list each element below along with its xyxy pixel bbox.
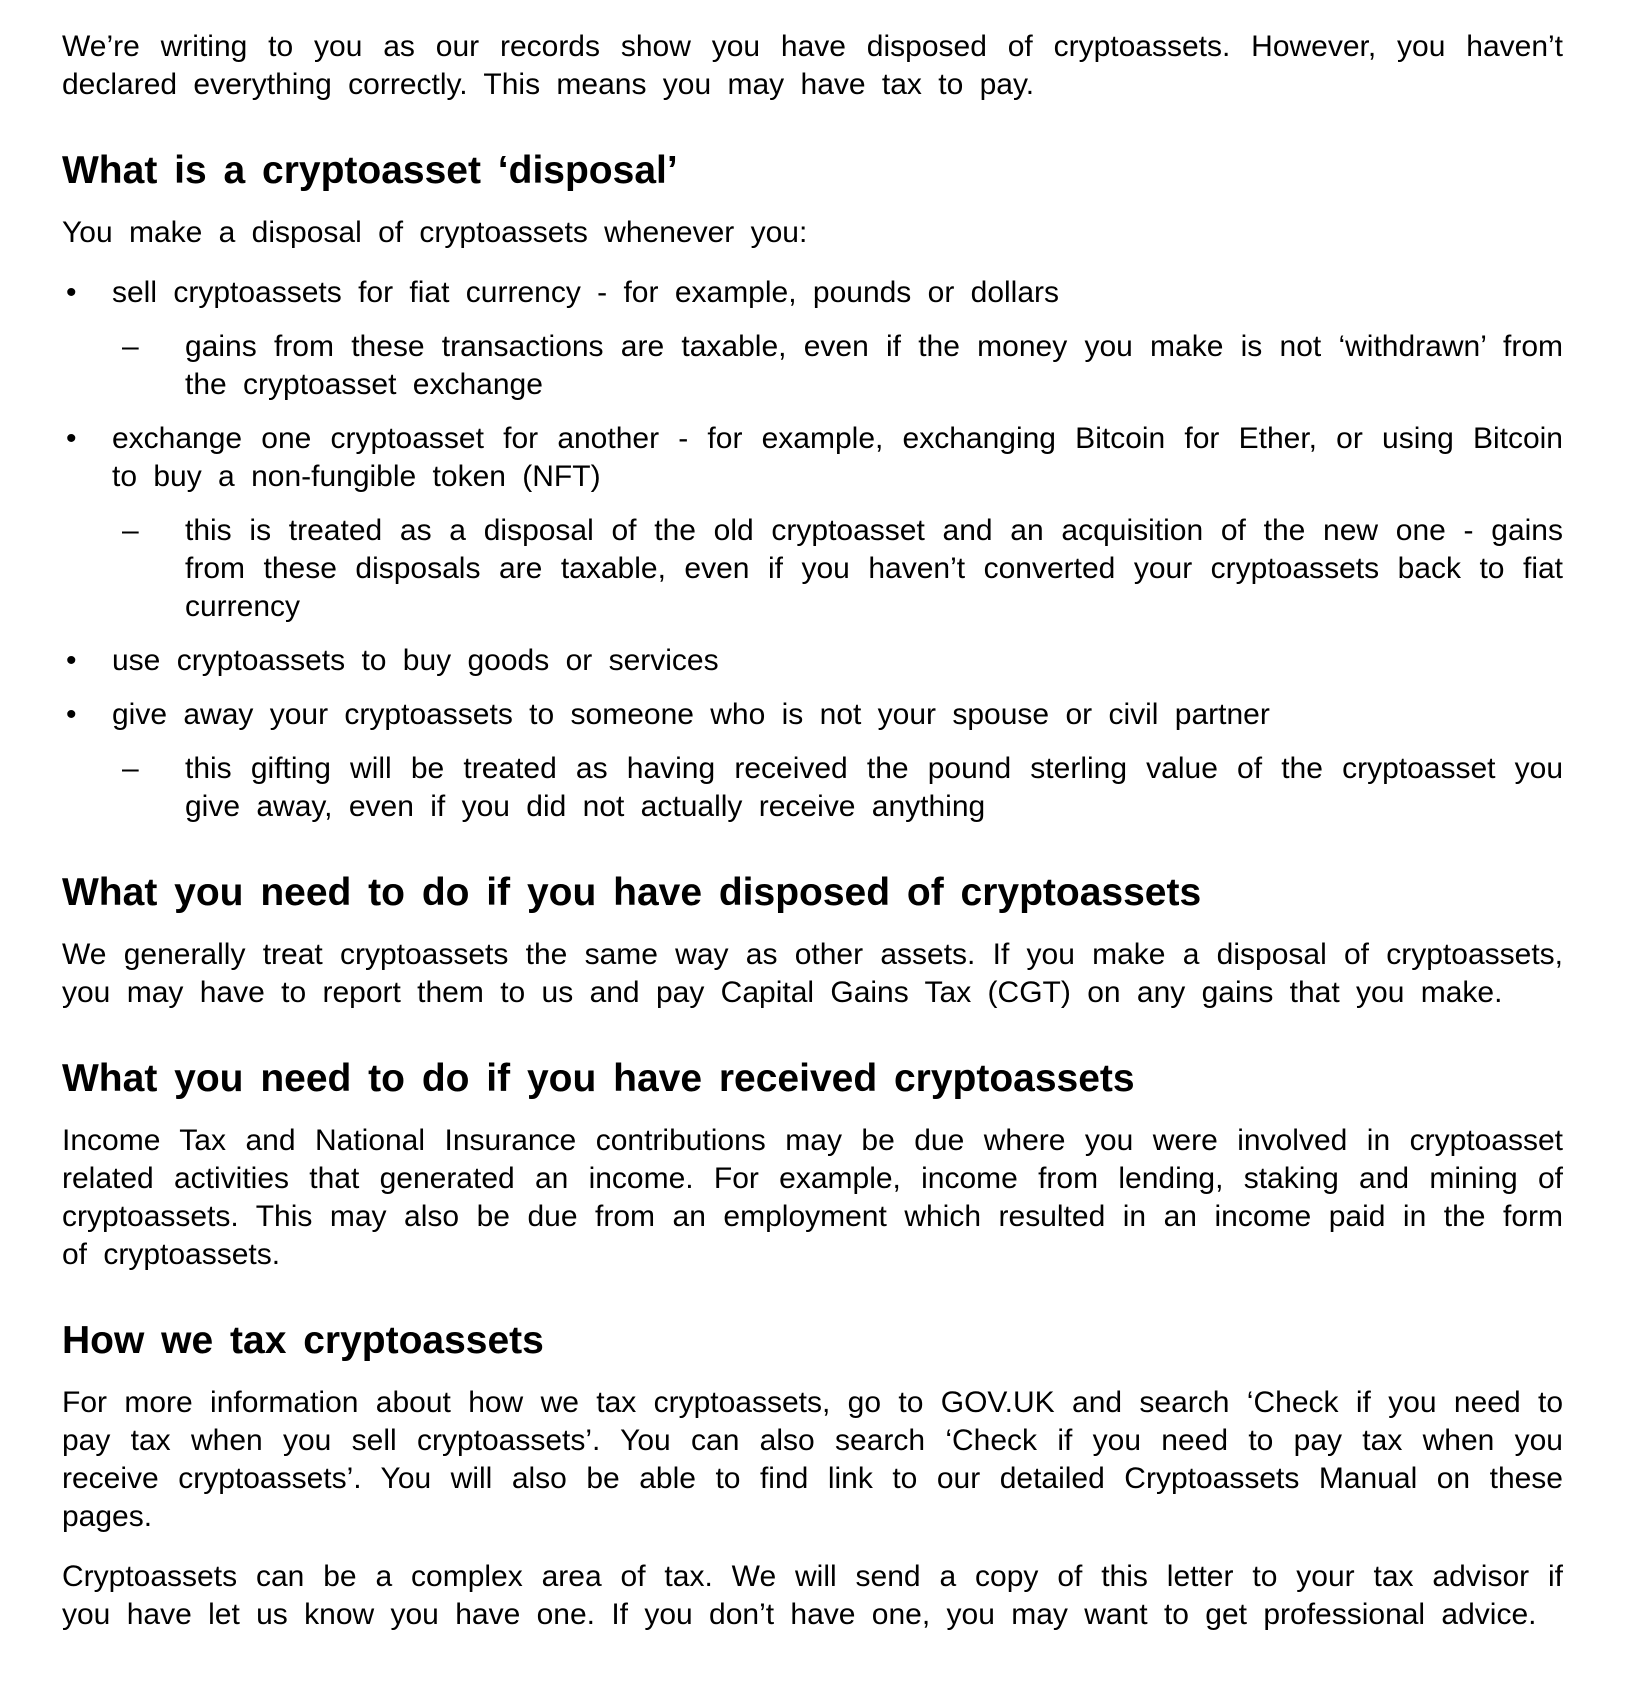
- how-we-tax-paragraph: For more information about how we tax cryptoassets, go to GOV.UK and search ‘Check if you need to pay tax when you sell cryptoassets’. You can also search ‘Check if you need to pay tax when you receive cryptoassets’. You will also be able to find link to our detailed Cryptoassets Manual on these pages.: [62, 1386, 1563, 1533]
- heading-disposed-of-cryptoassets: What you need to do if you have disposed of cryptoassets: [62, 871, 1202, 914]
- complex-area-paragraph: Cryptoassets can be a complex area of tax. We will send a copy of this letter to your tax advisor if you have let us know you have one. If you don’t have one, you may want to get professional advice.: [62, 1560, 1563, 1631]
- bullet-marker: •: [66, 276, 77, 309]
- bullet-marker: •: [66, 644, 77, 677]
- disposal-bullet-list: [62, 274, 1563, 826]
- sub-list-item-text: gains from these transactions are taxable, even if the money you make is not ‘withdrawn’ from the cryptoasset exchange: [185, 330, 1563, 401]
- disposal-lead-paragraph: You make a disposal of cryptoassets whenever you:: [62, 216, 808, 249]
- heading-received-cryptoassets: What you need to do if you have received cryptoassets: [62, 1057, 1135, 1100]
- dash-marker: –: [122, 514, 139, 547]
- dash-marker: –: [122, 330, 139, 363]
- bullet-marker: •: [66, 698, 77, 731]
- heading-what-is-a-cryptoasset-disposal: What is a cryptoasset ‘disposal’: [62, 149, 678, 192]
- dash-marker: –: [122, 752, 139, 785]
- list-item-text: exchange one cryptoasset for another - for example, exchanging Bitcoin for Ether, or using Bitcoin to buy a non-fungible token (NFT): [112, 422, 1563, 493]
- disposed-paragraph: We generally treat cryptoassets the same way as other assets. If you make a disposal of cryptoassets, you may have to report them to us and pay Capital Gains Tax (CGT) on any gains that you make.: [62, 938, 1563, 1009]
- list-item-text: give away your cryptoassets to someone who is not your spouse or civil partner: [112, 698, 1270, 731]
- list-item-text: use cryptoassets to buy goods or services: [112, 644, 719, 677]
- list-item: [62, 420, 1563, 496]
- sub-list-item-text: this gifting will be treated as having received the pound sterling value of the cryptoasset you give away, even if you did not actually receive anything: [185, 752, 1563, 823]
- intro-paragraph: We’re writing to you as our records show you have disposed of cryptoassets. However, you haven’t declared everything correctly. This means you may have tax to pay.: [62, 30, 1563, 101]
- sub-list-item: [62, 328, 1563, 404]
- list-item: [62, 642, 1563, 680]
- sub-list-item-text: this is treated as a disposal of the old cryptoasset and an acquisition of the new one - gains from these disposals are taxable, even if you haven’t converted your cryptoassets back to fiat currency: [185, 514, 1563, 623]
- bullet-marker: •: [66, 422, 77, 455]
- heading-how-we-tax-cryptoassets: How we tax cryptoassets: [62, 1319, 544, 1362]
- list-item: [62, 696, 1563, 734]
- received-paragraph: Income Tax and National Insurance contributions may be due where you were involved in cryptoasset related activities that generated an income. For example, income from lending, staking and mining of cryptoassets. This may also be due from an employment which resulted in an income paid in the form of cryptoassets.: [62, 1124, 1563, 1271]
- list-item: [62, 274, 1563, 312]
- sub-list-item: [62, 750, 1563, 826]
- sub-list-item: [62, 512, 1563, 626]
- list-item-text: sell cryptoassets for fiat currency - for example, pounds or dollars: [112, 276, 1060, 309]
